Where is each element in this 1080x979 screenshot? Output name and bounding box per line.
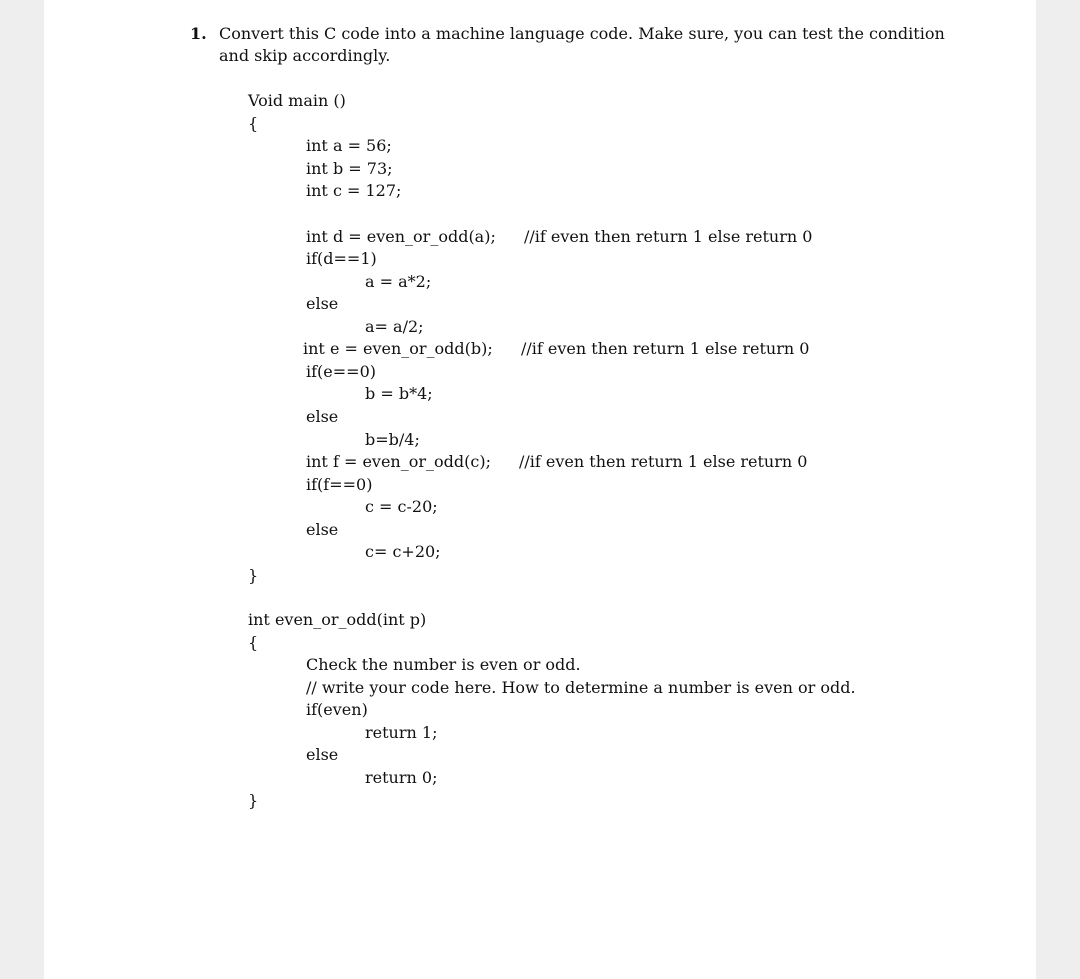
then-a: a = a*2; [365, 272, 432, 291]
decl-e: int e = even_or_odd(b); [303, 339, 493, 358]
even-odd-close-brace: } [248, 791, 259, 810]
main-open-brace: { [248, 114, 259, 133]
question-number: 1. [190, 24, 207, 43]
document-page [44, 0, 1036, 979]
comment-d: //if even then return 1 else return 0 [524, 227, 813, 246]
main-close-brace: } [248, 566, 259, 585]
even-odd-signature: int even_or_odd(int p) [248, 610, 427, 629]
decl-a: int a = 56; [306, 136, 392, 155]
return-1: return 1; [365, 723, 438, 742]
else-3: else [306, 520, 339, 539]
then-b: b = b*4; [365, 384, 433, 403]
comment-line: // write your code here. How to determine a number is even or odd. [306, 678, 856, 697]
return-0: return 0; [365, 768, 438, 787]
if-e: if(e==0) [306, 362, 376, 381]
if-even: if(even) [306, 700, 368, 719]
else-a: a= a/2; [365, 317, 424, 336]
else-1: else [306, 294, 339, 313]
decl-d: int d = even_or_odd(a); [306, 227, 496, 246]
decl-f: int f = even_or_odd(c); [306, 452, 491, 471]
question-text-line-2: and skip accordingly. [219, 46, 391, 65]
decl-c: int c = 127; [306, 181, 402, 200]
question-text-line-1: Convert this C code into a machine language code. Make sure, you can test the condition [219, 24, 945, 43]
decl-b: int b = 73; [306, 159, 393, 178]
else-c: c= c+20; [365, 542, 441, 561]
comment-f: //if even then return 1 else return 0 [519, 452, 808, 471]
then-c: c = c-20; [365, 497, 438, 516]
main-signature: Void main () [248, 91, 346, 110]
if-f: if(f==0) [306, 475, 373, 494]
else-b: b=b/4; [365, 430, 420, 449]
else-even-odd: else [306, 745, 339, 764]
check-line: Check the number is even or odd. [306, 655, 581, 674]
comment-e: //if even then return 1 else return 0 [521, 339, 810, 358]
else-2: else [306, 407, 339, 426]
if-d: if(d==1) [306, 249, 377, 268]
even-odd-open-brace: { [248, 633, 259, 652]
